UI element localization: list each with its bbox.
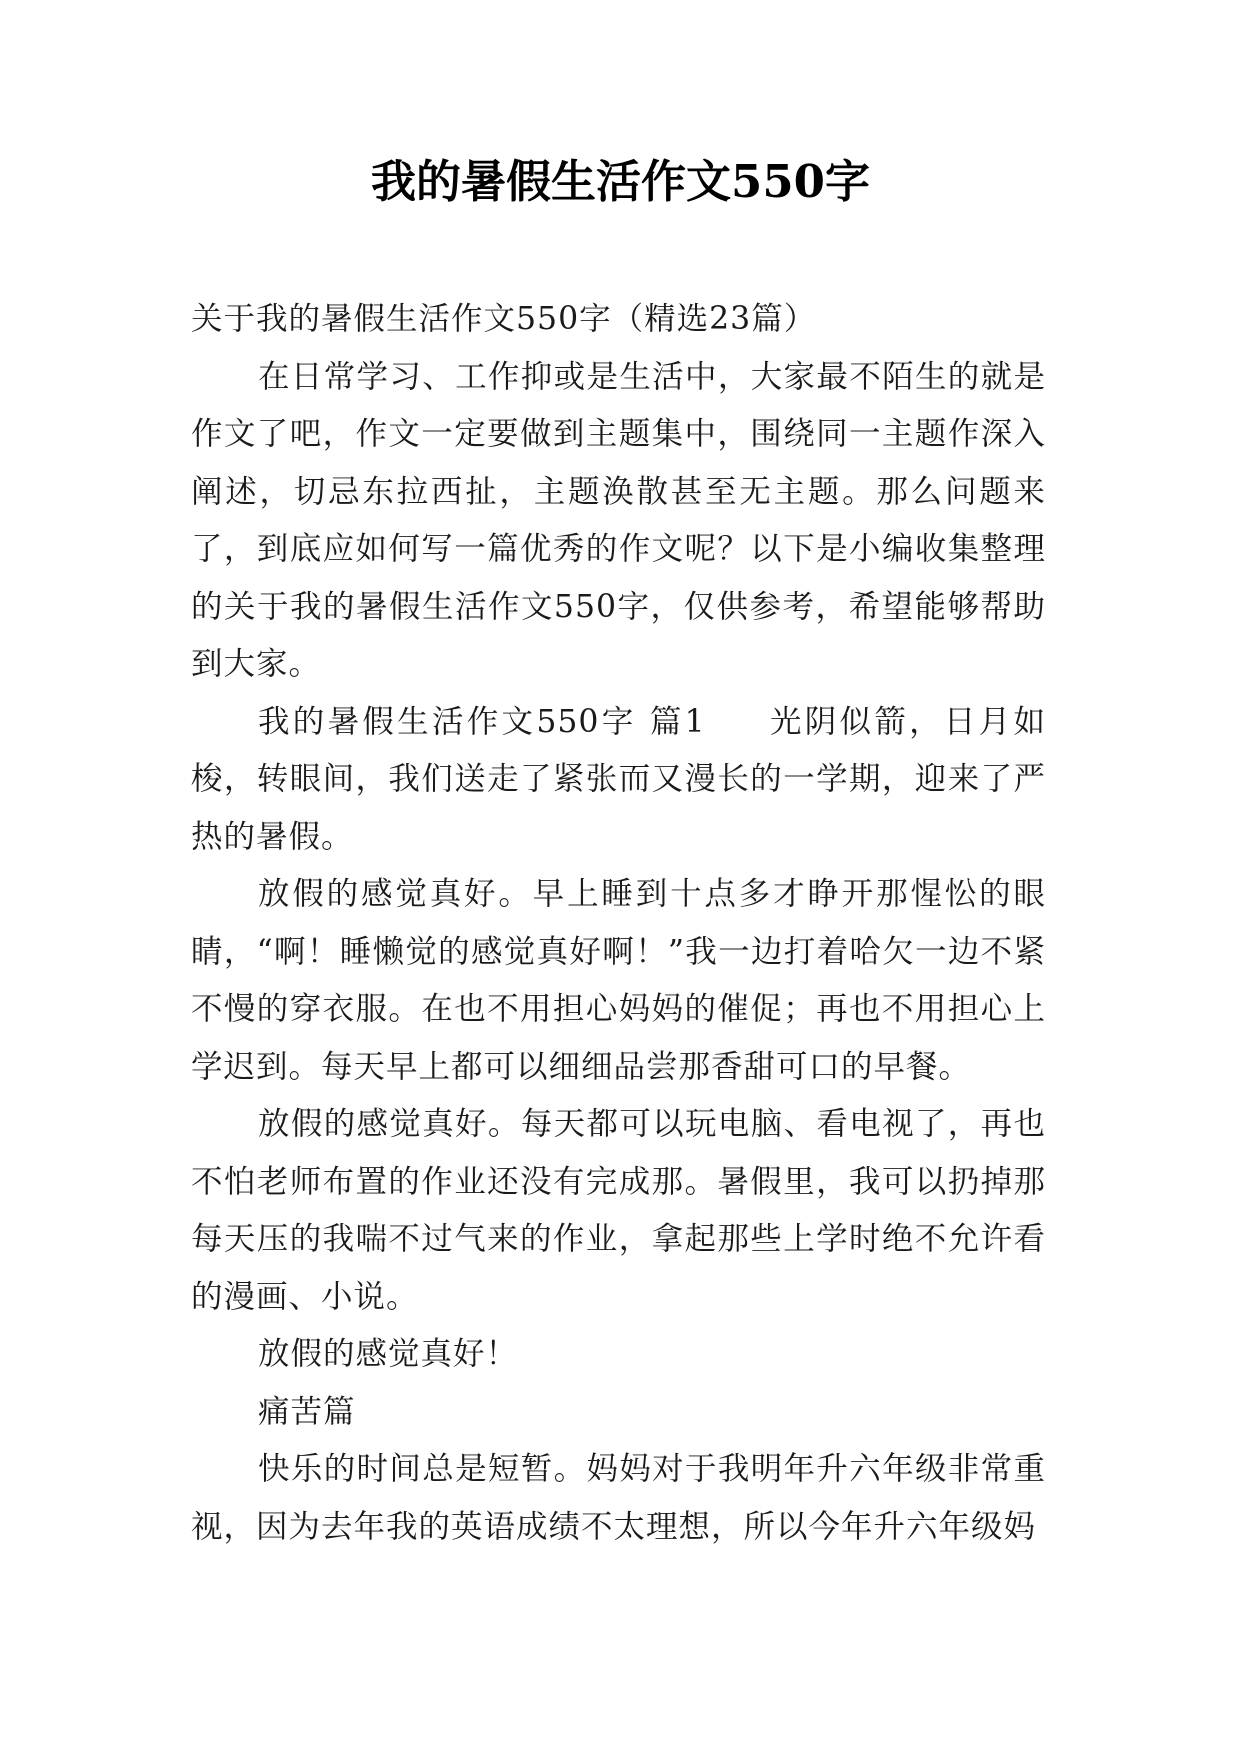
body-paragraph-1: 放假的感觉真好。早上睡到十点多才睁开那惺忪的眼睛，“啊！睡懒觉的感觉真好啊！”我一边打着哈欠一边不紧不慢的穿衣服。在也不用担心妈妈的催促；再也不用担心上学迟到。每天早上都可以细细品尝那香甜可口的早餐。 bbox=[191, 876, 1046, 1085]
document-title: 我的暑假生活作文550字 bbox=[371, 155, 870, 208]
document-subtitle: 关于我的暑假生活作文550字（精选23篇） bbox=[191, 301, 817, 337]
intro-paragraph: 在日常学习、工作抑或是生活中，大家最不陌生的就是作文了吧，作文一定要做到主题集中，围绕同一主题作深入阐述，切忌东拉西扯，主题涣散甚至无主题。那么问题来了，到底应如何写一篇优秀的作文呢？以下是小编收集整理的关于我的暑假生活作文550字，仅供参考，希望能够帮助到大家。 bbox=[191, 358, 1046, 682]
document-body bbox=[191, 291, 1046, 1556]
section-1-paragraph bbox=[191, 694, 1046, 867]
body-paragraph-5: 快乐的时间总是短暂。妈妈对于我明年升六年级非常重视，因为去年我的英语成绩不太理想，所以今年升六年级妈 bbox=[191, 1451, 1046, 1545]
section-heading: 我的暑假生活作文550字 篇1 bbox=[258, 703, 706, 740]
body-paragraph-4: 痛苦篇 bbox=[258, 1393, 356, 1430]
section-first-paragraph: 光阴似箭，日月如梭，转眼间，我们送走了紧张而又漫长的一学期，迎来了严热的暑假。 bbox=[191, 703, 1046, 855]
body-paragraph-3: 放假的感觉真好！ bbox=[258, 1336, 519, 1372]
body-paragraph-2: 放假的感觉真好。每天都可以玩电脑、看电视了，再也不怕老师布置的作业还没有完成那。暑假里，我可以扔掉那每天压的我喘不过气来的作业，拿起那些上学时绝不允许看的漫画、小说。 bbox=[191, 1106, 1046, 1315]
